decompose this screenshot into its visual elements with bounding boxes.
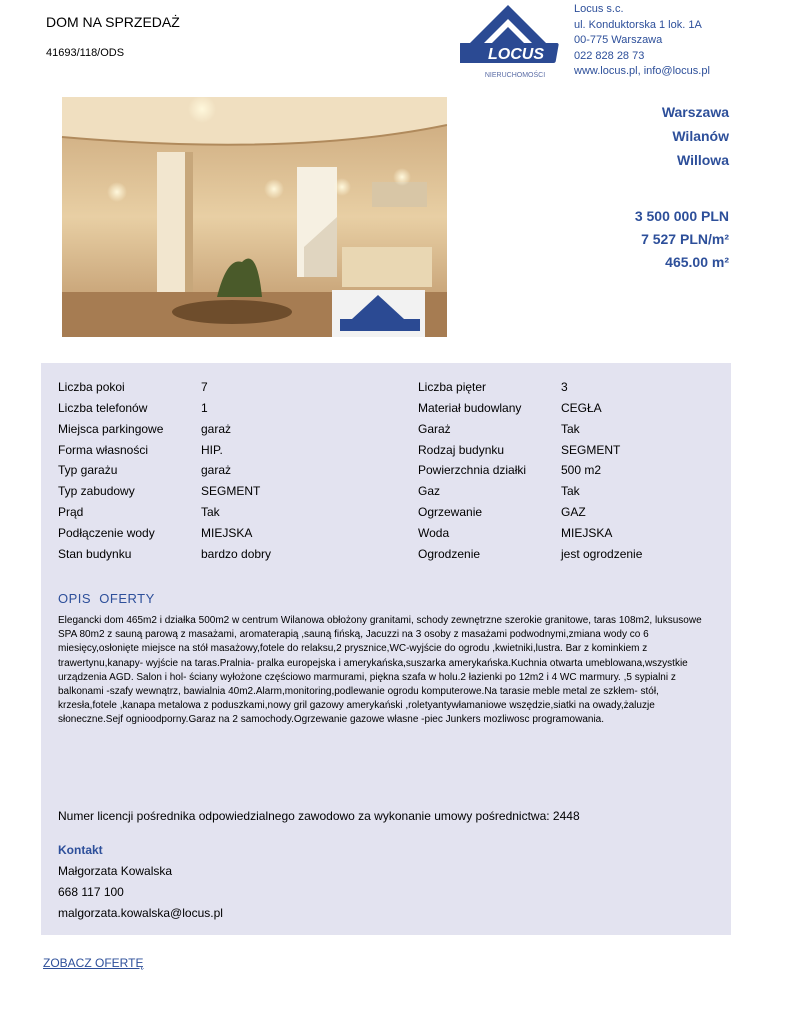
detail-value: Tak bbox=[561, 484, 580, 498]
detail-label: Podłączenie wody bbox=[58, 526, 155, 540]
agency-info bbox=[574, 2, 710, 80]
location-city: Warszawa bbox=[661, 104, 729, 120]
detail-value: garaż bbox=[201, 463, 232, 477]
detail-value: Tak bbox=[201, 505, 220, 519]
detail-value: CEGŁA bbox=[561, 401, 602, 415]
detail-label: Typ garażu bbox=[58, 463, 118, 477]
detail-value: 1 bbox=[201, 401, 208, 415]
details-panel bbox=[41, 363, 731, 935]
details-row bbox=[41, 380, 731, 400]
detail-label: Typ zabudowy bbox=[58, 484, 135, 498]
detail-label: Ogrodzenie bbox=[418, 547, 481, 561]
detail-value: garaż bbox=[201, 422, 232, 436]
price-per-m2: 7 527 PLN/m² bbox=[641, 231, 729, 247]
contact-name: Małgorzata Kowalska bbox=[58, 864, 173, 878]
location bbox=[662, 100, 729, 172]
offer-reference: 41693/118/ODS bbox=[46, 47, 125, 59]
contact-email: malgorzata.kowalska@locus.pl bbox=[58, 906, 223, 920]
price-total: 3 500 000 PLN bbox=[634, 208, 729, 224]
license-text: Numer licencji pośrednika odpowiedzialnego zawodowo za wykonanie umowy pośrednictwa: 2448 bbox=[58, 809, 580, 823]
details-row bbox=[41, 526, 731, 546]
detail-value: MIEJSKA bbox=[561, 526, 613, 540]
detail-label: Liczba telefonów bbox=[58, 401, 148, 415]
detail-value: GAZ bbox=[561, 505, 586, 519]
detail-label: Prąd bbox=[58, 505, 84, 519]
detail-value: 7 bbox=[201, 380, 208, 394]
detail-label: Gaz bbox=[418, 484, 441, 498]
pricing bbox=[635, 205, 729, 274]
agency-phone: 022 828 28 73 bbox=[574, 49, 645, 62]
details-row bbox=[41, 422, 731, 442]
agency-web[interactable]: www.locus.pl, info@locus.pl bbox=[574, 65, 710, 77]
detail-label: Ogrzewanie bbox=[418, 505, 483, 519]
location-street: Willowa bbox=[677, 152, 729, 168]
detail-value: 500 m2 bbox=[561, 463, 602, 477]
logo-subtext: NIERUCHOMOŚCI bbox=[484, 72, 546, 79]
contact-heading: Kontakt bbox=[58, 843, 103, 857]
detail-value: MIEJSKA bbox=[201, 526, 253, 540]
logo-text: LOCUS bbox=[488, 46, 544, 63]
details-row bbox=[41, 401, 731, 421]
detail-label: Liczba pięter bbox=[418, 380, 487, 394]
detail-value: jest ogrodzenie bbox=[561, 547, 643, 561]
agency-street: ul. Konduktorska 1 lok. 1A bbox=[574, 18, 702, 31]
contact-phone: 668 117 100 bbox=[58, 885, 124, 899]
locus-logo bbox=[460, 3, 570, 83]
details-row bbox=[41, 505, 731, 525]
detail-value: Tak bbox=[561, 422, 580, 436]
details-row bbox=[41, 443, 731, 463]
detail-label: Liczba pokoi bbox=[58, 380, 125, 394]
description-text: Elegancki dom 465m2 i działka 500m2 w centrum Wilanowa obłożony granitami, schody zewnętrzne szerokie granitowe, taras 108m2, luksusowe SPA 80m2 z sauną parową z masażami, aromaterapią ,sauną fińską, Jacuzzi na 3 osoby z masażami podwodnymi,zmiana wody co 6 miesięcy,osłonięte miejsce na stół masażowy,fotele do relaksu,2 prysznice,WC-wyjście do ogrodu ,kwietniki,lustra. Bar z kominkiem z trawertynu,kanapy- wyjście na taras.Pralnia- pralka europejska i amerykańska,suszarka amerykańska.Kuchnia otwarta umeblowana,wszystkie urządzenia AGD. Salon i hol- ściany wyłożone częściowo marmurami, piękna szafa w holu.2 łazienki po 12m2 i 4 WC marmury. ,5 sypialni z balkonami -szafy wewnątrz, bawialnia 40m2.Alarm,monitoring,podlewanie ogrodu komputerowe.Na tarasie meble metal ze szkłem- stół, krzesła,fotele ,kanapa metalowa z poduszkami,nowy gril gazowy amerykański ,roletyantywłamaniowe wszędzie,siatki na owady,żaluzje słoneczne.Sejf ognioodporny.Garaz na 2 samochody.Ogrzewanie gazowe własne -piec Junkers mozliwosc programowania. bbox=[58, 615, 702, 726]
detail-label: Powierzchnia działki bbox=[418, 463, 527, 477]
detail-label: Stan budynku bbox=[58, 547, 132, 561]
detail-label: Forma własności bbox=[58, 443, 149, 457]
detail-value: SEGMENT bbox=[201, 484, 261, 498]
details-row bbox=[41, 547, 731, 567]
detail-label: Materiał budowlany bbox=[418, 401, 522, 415]
agency-city: 00-775 Warszawa bbox=[574, 34, 663, 46]
detail-value: SEGMENT bbox=[561, 443, 621, 457]
property-area: 465.00 m² bbox=[665, 254, 729, 270]
detail-value: bardzo dobry bbox=[201, 547, 272, 561]
property-photo bbox=[42, 97, 447, 337]
details-row bbox=[41, 463, 731, 483]
detail-label: Garaż bbox=[418, 422, 451, 436]
description-heading: OPIS OFERTY bbox=[58, 591, 155, 606]
detail-value: 3 bbox=[561, 380, 568, 394]
view-offer-link[interactable]: ZOBACZ OFERTĘ bbox=[43, 956, 144, 970]
detail-label: Rodzaj budynku bbox=[418, 443, 505, 457]
location-district: Wilanów bbox=[672, 128, 729, 144]
page-title: DOM NA SPRZEDAŻ bbox=[46, 14, 180, 30]
details-row bbox=[41, 484, 731, 504]
agency-name: Locus s.c. bbox=[574, 3, 624, 15]
detail-value: HIP. bbox=[201, 443, 223, 457]
detail-label: Miejsca parkingowe bbox=[58, 422, 164, 436]
detail-label: Woda bbox=[418, 526, 450, 540]
